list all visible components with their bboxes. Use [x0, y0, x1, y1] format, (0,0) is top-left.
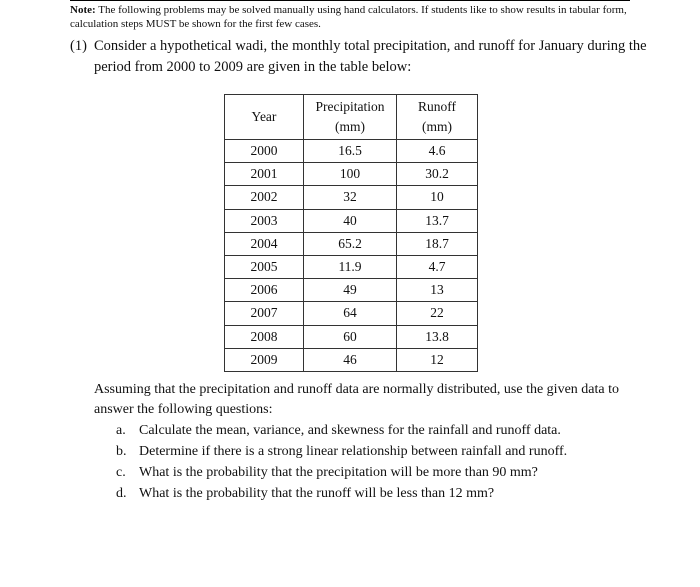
header-year-label: Year	[251, 109, 277, 124]
cell-year: 2007	[225, 302, 304, 325]
cell-precipitation: 46	[304, 348, 397, 371]
problem-statement	[70, 36, 650, 78]
table-row	[225, 279, 478, 302]
table-row	[225, 209, 478, 232]
table-body	[225, 140, 478, 372]
cell-precipitation: 49	[304, 279, 397, 302]
question-letter: d.	[116, 486, 127, 501]
header-precipitation-label: Precipitation	[315, 99, 385, 114]
cell-runoff: 13.8	[397, 325, 478, 348]
question-text: What is the probability that the precipitation will be more than 90 mm?	[139, 465, 538, 480]
cell-year: 2003	[225, 209, 304, 232]
cell-precipitation: 64	[304, 302, 397, 325]
data-table	[224, 94, 478, 372]
header-runoff-unit: (mm)	[422, 119, 452, 134]
question-text: Determine if there is a strong linear relationship between rainfall and runoff.	[139, 444, 568, 459]
table-row	[225, 140, 478, 163]
question-item	[116, 441, 567, 462]
table-row	[225, 348, 478, 371]
problem-number: (1)	[70, 38, 87, 54]
question-text: What is the probability that the runoff will be less than 12 mm?	[139, 486, 495, 501]
cell-year: 2002	[225, 186, 304, 209]
question-letter: a.	[116, 423, 126, 438]
cell-runoff: 22	[397, 302, 478, 325]
note-label: Note:	[70, 4, 96, 16]
table-row	[225, 255, 478, 278]
header-precipitation	[304, 95, 397, 140]
cell-precipitation: 32	[304, 186, 397, 209]
cell-year: 2005	[225, 255, 304, 278]
cell-year: 2009	[225, 348, 304, 371]
cell-runoff: 12	[397, 348, 478, 371]
cell-runoff: 30.2	[397, 163, 478, 186]
cell-year: 2004	[225, 232, 304, 255]
question-list	[116, 420, 567, 504]
cell-precipitation: 11.9	[304, 255, 397, 278]
cell-runoff: 10	[397, 186, 478, 209]
problem-text: Consider a hypothetical wadi, the monthly total precipitation, and runoff for January during the period from 2000 to 2009 are given in the table below:	[94, 38, 647, 75]
header-runoff	[397, 95, 478, 140]
question-item	[116, 462, 567, 483]
instructions: Assuming that the precipitation and runoff data are normally distributed, use the given data to answer the following questions:	[94, 382, 619, 417]
header-runoff-label: Runoff	[417, 99, 456, 114]
question-item	[116, 483, 567, 504]
table-row	[225, 232, 478, 255]
cell-runoff: 4.6	[397, 140, 478, 163]
question-text: Calculate the mean, variance, and skewness for the rainfall and runoff data.	[139, 423, 561, 438]
cell-precipitation: 60	[304, 325, 397, 348]
cell-runoff: 13	[397, 279, 478, 302]
cell-runoff: 18.7	[397, 232, 478, 255]
table-row	[225, 163, 478, 186]
cell-precipitation: 16.5	[304, 140, 397, 163]
note-text: The following problems may be solved manually using hand calculators. If students like to show results in tabular form, calculation steps MUST be shown for the first few cases.	[70, 4, 627, 30]
cell-year: 2001	[225, 163, 304, 186]
question-letter: c.	[116, 465, 126, 480]
cell-precipitation: 65.2	[304, 232, 397, 255]
cell-year: 2000	[225, 140, 304, 163]
table-row	[225, 325, 478, 348]
question-letter: b.	[116, 444, 127, 459]
table-row	[225, 186, 478, 209]
cell-year: 2008	[225, 325, 304, 348]
note-box	[70, 0, 630, 31]
cell-year: 2006	[225, 279, 304, 302]
table-header-row	[225, 95, 478, 140]
cell-precipitation: 40	[304, 209, 397, 232]
header-precipitation-unit: (mm)	[335, 119, 365, 134]
header-year	[225, 95, 304, 140]
cell-runoff: 13.7	[397, 209, 478, 232]
cell-runoff: 4.7	[397, 255, 478, 278]
question-item	[116, 420, 567, 441]
cell-precipitation: 100	[304, 163, 397, 186]
table-row	[225, 302, 478, 325]
